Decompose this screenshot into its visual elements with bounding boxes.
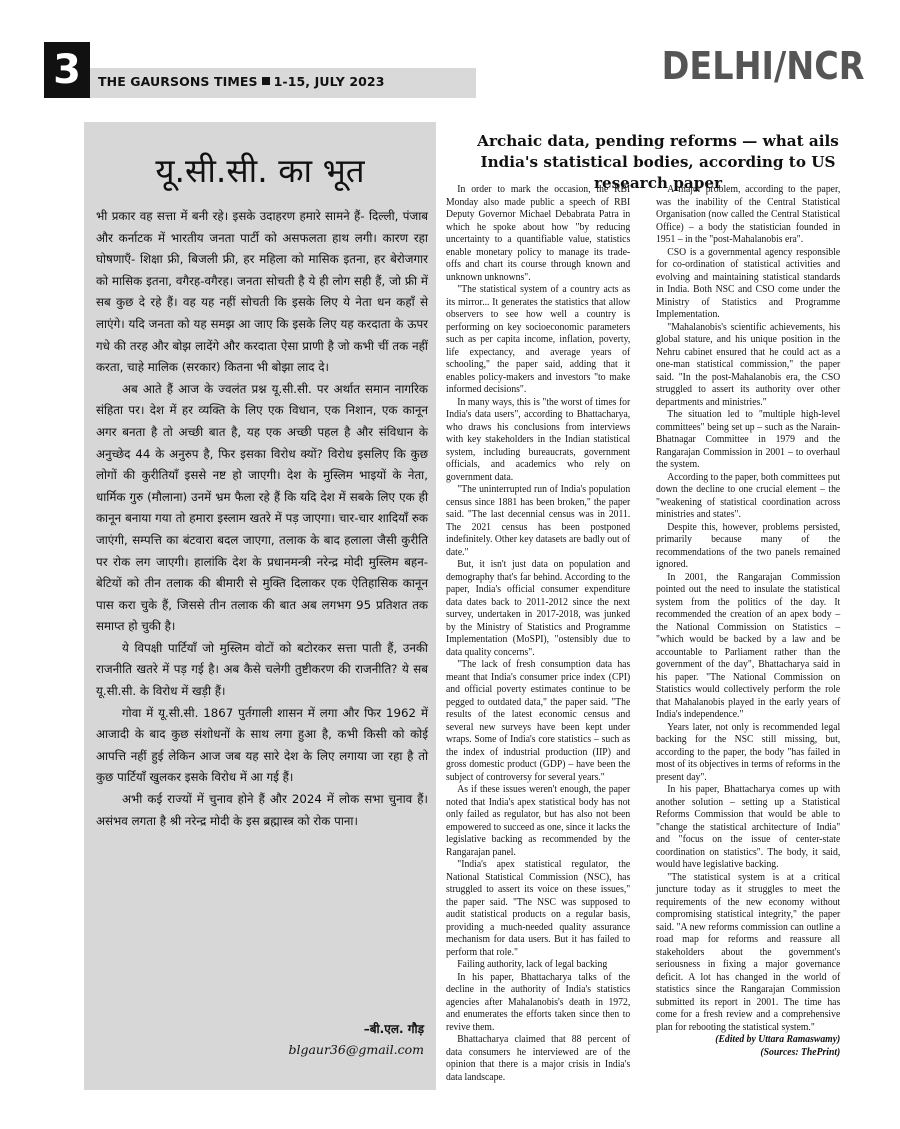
english-column-2 [656, 184, 840, 1059]
hindi-paragraph: गोवा में यू.सी.सी. 1867 पुर्तगाली शासन में लगा और फिर 1962 में आजादी के बाद कुछ संशोधनों के साथ लगा हुआ है, कभी किसी को कोई आपत्ति नहीं हुई लेकिन आज जब यह सारे देश के लिए लगाया जा रहा है तो कुछ पार्टियाँ खुलकर इसके विरोध में आ गई हैं। [96, 705, 428, 785]
hindi-paragraph: अब आते हैं आज के ज्वलंत प्रश्न यू.सी.सी. पर अर्थात समान नागरिक संहिता पर। देश में हर व्यक्ति के लिए एक विधान, एक निशान, एक कानून अगर बनता है तो अच्छी बात है, यह एक अच्छी पहल है और संविधान के अनुच्छेद 44 के अनुरुप है, फिर इसका विरोध क्यों? विरोध इसलिए कि कुछ लोगों की कुरीतियाँ इससे नष्ट हो जाएगी। देश के मुस्लिम भाइयों के नेता, धार्मिक गुरु (मौलाना) उनमें भ्रम फैला रहे हैं कि यदि देश में सबके लिए एक ही कानून बनाया गया तो हमारा इस्लाम खतरे में पड़ जाएगा। चार-चार शादियाँ रुक जाएंगी, सम्पत्ति का बंटवारा बदल जाएगा, तलाक के बाद हलाला जैसी कुरीति पर रोक लग जाएगी। हालांकि देश के प्रधानमन्त्री नरेन्द्र मोदी मुस्लिम बहन-बेटियों को तीन तलाक की बीमारी से मुक्ति दिलाकर एक ऐतिहासिक कानून पास करा चुके हैं, जिससे तीन तलाक की बात अब लगभग 95 प्रतिशत तक समाप्त हो चुकी है। [96, 381, 428, 634]
source-credit: (Sources: ThePrint) [760, 1046, 841, 1058]
english-paragraph: In 2001, the Rangarajan Commission pointed out the need to insulate the statistical system from the politics of the day. It recommended the creation of an apex body – the National Commission on Statistics – "which would be backed by a law and be accountable to Parliament rather than the government of the day", Bhattacharya said in his paper. "The National Commission on Statistics would collectively perform the role that Mahalanobis played in the early years of India's independence." [656, 571, 841, 720]
english-paragraph: "The statistical system is at a critical juncture today as it struggles to meet the requirements of the new economy without compromising statistical integrity," the paper said. "A new reforms commission can outline a road map for reforms and reassure all stakeholders about the government's seriousness in fixing a major governance deficit. A lot has changed in the world of statistics since the Rangarajan Commission submitted its report in 2001. The time has come for a fresh review and a comprehensive plan for rebooting the statistical system." [656, 871, 841, 1033]
paper-name-line [98, 74, 385, 89]
hindi-article [84, 122, 436, 1090]
english-subheading: Failing authority, lack of legal backing [457, 959, 608, 970]
english-paragraph: "The lack of fresh consumption data has meant that India's consumer price index (CPI) and official poverty estimates continue to be pegged to outdated data," the paper said. "The results of the latest economic census and several new surveys have been kept under wraps. Some of India's core statistics – such as the index of industrial production (IIP) and gross domestic product (GDP) – have been the subject of controversy for several years." [446, 659, 631, 783]
english-article-title: Archaic data, pending reforms — what ails India's statistical bodies, according to US research paper [477, 132, 839, 192]
english-paragraph: The situation led to "multiple high-level committees" being set up – such as the Narain-Bhatnagar Committee in 1979 and the Rangarajan Commission in 2001 – to overhaul the system. [656, 409, 841, 470]
english-paragraph: Despite this, however, problems persisted, primarily because many of the recommendations of the two panels remained ignored. [656, 521, 841, 570]
hindi-paragraph: भी प्रकार वह सत्ता में बनी रहे। इसके उदाहरण हमारे सामने हैं- दिल्ली, पंजाब और कर्नाटक में भारतीय जनता पार्टी को असफलता हाथ लगी। कारण रहा घोषणाएँ- शिक्षा फ्री, बिजली फ्री, हर महिला को मासिक इतना, हर बेरोजगार को मासिक इतना, वगैरह-वगैरह। जनता सोचती है ये ही लोग सही हैं, जो फ्री में सब कुछ दे रहे हैं। वह यह नहीं सोचती कि इसके लिए ये नेता धन कहाँ से लाएंगे। यदि जनता को यह समझ आ जाए कि इसके लिए यह करदाता के ऊपर गधे की तरह और बोझ लादेंगे और करदाता ऐसा प्राणी है जो कभी चीं तक नहीं करता, चाहे मालिक (सरकार) कितना भी बोझा लाद दे। [96, 209, 428, 375]
english-paragraph: In order to mark the occasion, the RBI Monday also made public a speech of RBI Deputy Governor Michael Debabrata Patra in which he spoke about how "by reducing uncertainty to a quantifiable value, statistics enable monetary policy to manage its trade-offs and chart its course through known and unknown unknowns". [446, 184, 631, 283]
paper-name: THE GAURSONS TIMES [98, 74, 258, 89]
edition-city: DELHI/NCR [661, 44, 864, 88]
square-bullet-icon [262, 77, 270, 85]
english-paragraph: Years later, not only is recommended legal backing for the NSC still missing, but, according to the paper, the body "has failed in most of its objectives in terms of reforms in the present day". [656, 721, 841, 783]
english-paragraph: In his paper, Bhattacharya comes up with another solution – setting up a Statistical Reforms Commission that would be able to "change the statistical architecture of India" and "focus on the issue of center-state coordination on statistics". The body, it said, would have legislative backing. [656, 784, 841, 870]
english-paragraph: But, it isn't just data on population and demography that's far behind. According to the paper, India's official consumer expenditure data dates back to 2011-2012 since the next survey, undertaken in 2017-2018, was junked by the Ministry of Statistics and Programme Implementation (MoSPI), "ostensibly due to data quality concerns". [446, 559, 631, 658]
editor-credit: (Edited by Uttara Ramaswamy) [715, 1034, 841, 1045]
english-paragraph: "India's apex statistical regulator, the National Statistical Commission (NSC), has struggled to assert its voice on these issues," the paper said. "The NSC was supposed to audit statistical products on a regular basis, providing a much-needed quality assurance mechanism for data users. But it has failed to perform that role." [446, 859, 631, 958]
hindi-article-body [96, 206, 428, 832]
author-signature: –बी.एल. गौड़ [363, 1022, 424, 1036]
author-email: blgaur36@gmail.com [288, 1042, 424, 1057]
issue-date: 1-15, JULY 2023 [273, 74, 385, 89]
english-paragraph: A major problem, according to the paper, was the inability of the Central Statistical Organisation (now called the Central Statistical Office) – a body the statistician founded in 1951 – in the "post-Mahalanobis era". [656, 184, 841, 245]
english-paragraph: CSO is a governmental agency responsible for co-ordination of statistical activities and evolving and maintaining statistical standards in India. Both NSC and CSO come under the Ministry of Statistics and Programme Implementation. [656, 246, 841, 320]
hindi-paragraph: ये विपक्षी पार्टियाँ जो मुस्लिम वोटों को बटोरकर सत्ता पाती हैं, उनकी राजनीति खतरे में पड़ गई है। अब कैसे चलेगी तुष्टीकरण की राजनीति? ये सब यू.सी.सी. के विरोध में खड़ी हैं। [96, 640, 428, 699]
page-number: 3 [44, 42, 90, 98]
english-paragraph: "The statistical system of a country acts as its mirror... It generates the statistics that allow observers to see how well a country is performing on key socioeconomic parameters such as per capita income, inflation, poverty, life expectancy, and average years of schooling," the paper said, adding that it enables policy-makers and investors "to make informed decisions". [446, 284, 631, 395]
english-paragraph: In his paper, Bhattacharya talks of the decline in the authority of India's statistics agencies after Mahalanobis's death in 1972, and enumerates the efforts taken since then to revive them. [446, 971, 631, 1033]
hindi-article-title: यू.सी.सी. का भूत [155, 151, 365, 190]
english-paragraph: Bhattacharya claimed that 88 percent of data consumers he interviewed are of the opinion that there is a major crisis in India's data landscape. [446, 1034, 631, 1083]
masthead [44, 42, 864, 100]
masthead-bar [90, 68, 476, 98]
hindi-paragraph: अभी कई राज्यों में चुनाव होने हैं और 2024 में लोक सभा चुनाव हैं। असंभव लगता है श्री नरेन्द्र मोदी के इस ब्रह्मास्त्र को रोक पाना। [96, 792, 428, 828]
english-paragraph: According to the paper, both committees put down the decline to one crucial element – the "weakening of statistical coordination across ministries and states". [656, 471, 841, 520]
english-paragraph: As if these issues weren't enough, the paper noted that India's apex statistical body has not only failed as regulator, but has also not been empowered to succeed as one, since it lacks the legislative backing as recommended by the Rangarajan panel. [446, 784, 631, 858]
english-column-1 [446, 184, 630, 1084]
english-paragraph: "Mahalanobis's scientific achievements, his global stature, and his unique position in the Nehru cabinet ensured that he could act as a one-man statistical commission," the paper said. "In the post-Mahalanobis era, the CSO struggled to assert its authority over other departments and ministries." [656, 321, 841, 408]
english-paragraph: In many ways, this is "the worst of times for India's data users", according to Bhattacharya, who draws his conclusions from interviews with key stakeholders in the Indian statistical system, including bureaucrats, government officials, and academics who rely on government data. [446, 396, 631, 483]
english-paragraph: "The uninterrupted run of India's population census since 1881 has been broken," the paper said. "The last decennial census was in 2011. The 2021 census has been postponed indefinitely. Other key datasets are badly out of date." [446, 484, 631, 558]
